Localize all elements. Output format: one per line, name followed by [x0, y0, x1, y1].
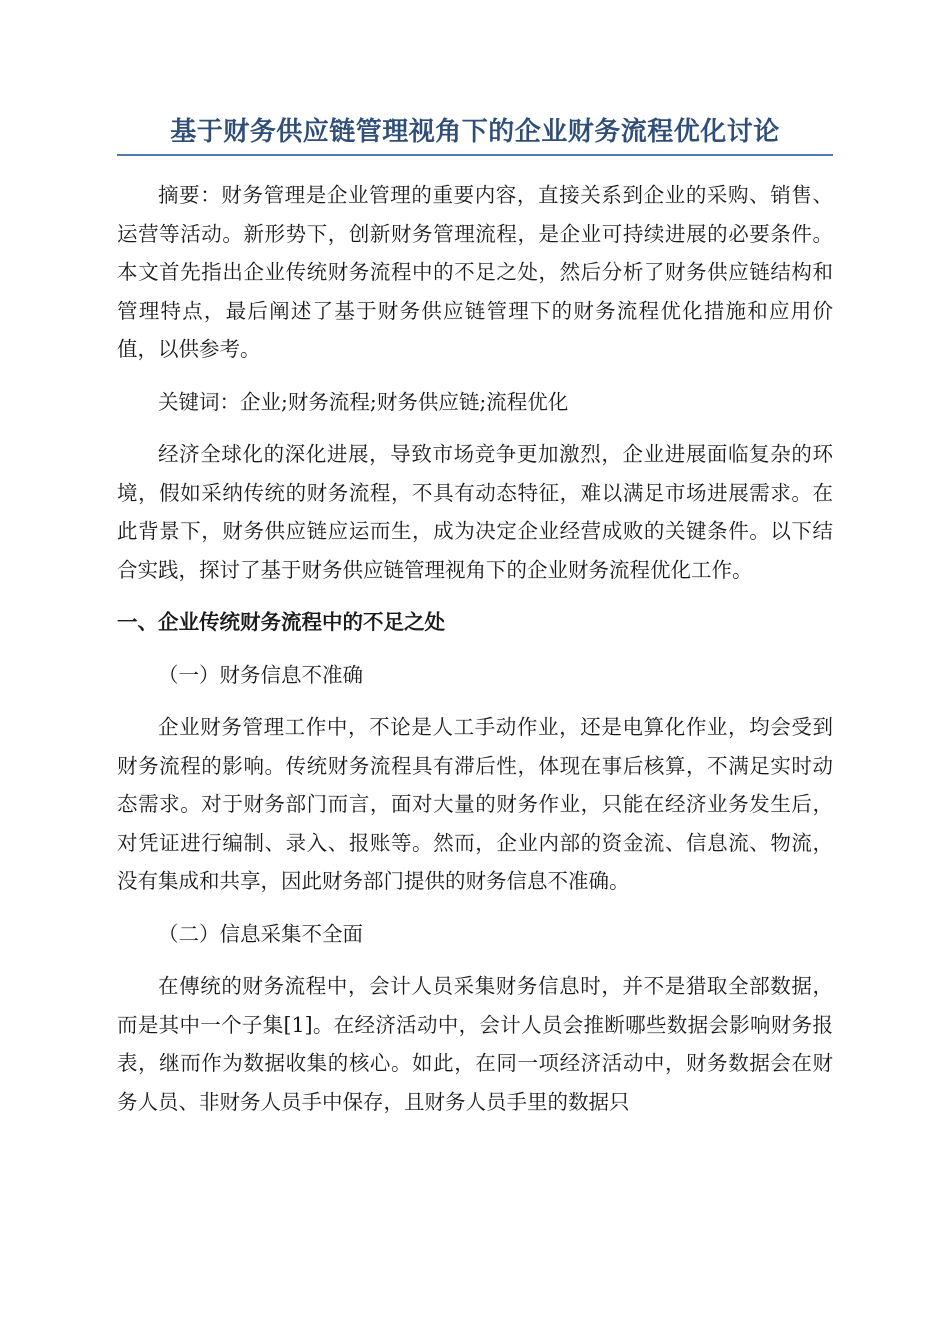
intro-paragraph: 经济全球化的深化进展，导致市场竞争更加激烈，企业进展面临复杂的环境，假如采纳传统的财务流程，不具有动态特征，难以满足市场进展需求。在此背景下，财务供应链应运而生，成为决定企业经营成败的关键条件。以下结合实践，探讨了基于财务供应链管理视角下的企业财务流程优化工作。	[117, 442, 833, 582]
keywords-line: 关键词：企业;财务流程;财务供应链;流程优化	[158, 389, 569, 414]
abstract-paragraph: 摘要：财务管理是企业管理的重要内容，直接关系到企业的采购、销售、运营等活动。新形势下，创新财务管理流程，是企业可持续进展的必要条件。本文首先指出企业传统财务流程中的不足之处，然后分析了财务供应链结构和管理特点，最后阐述了基于财务供应链管理下的财务流程优化措施和应用价值，以供参考。	[117, 183, 833, 361]
subsection-1-paragraph: 企业财务管理工作中，不论是人工手动作业，还是电算化作业，均会受到财务流程的影响。传统财务流程具有滞后性，体现在事后核算，不满足实时动态需求。对于财务部门而言，面对大量的财务作业，只能在经济业务发生后，对凭证进行编制、录入、报账等。然而，企业内部的资金流、信息流、物流，没有集成和共享，因此财务部门提供的财务信息不准确。	[117, 715, 833, 893]
subsection-2-paragraph: 在傳统的财务流程中，会计人员采集财务信息时，并不是猎取全部数据，而是其中一个子集[1]。在经济活动中，会计人员会推断哪些数据会影响财务报表，继而作为数据收集的核心。如此，在同一项经济活动中，财务数据会在财务人员、非财务人员手中保存，且财务人员手里的数据只	[117, 974, 833, 1114]
section-heading-1: 一、企业传统财务流程中的不足之处	[117, 610, 445, 634]
document-page	[117, 112, 833, 1135]
subsection-heading-2: （二）信息采集不全面	[158, 921, 363, 946]
subsection-heading-1: （一）财务信息不准确	[158, 662, 363, 687]
document-title: 基于财务供应链管理视角下的企业财务流程优化讨论	[117, 112, 833, 156]
